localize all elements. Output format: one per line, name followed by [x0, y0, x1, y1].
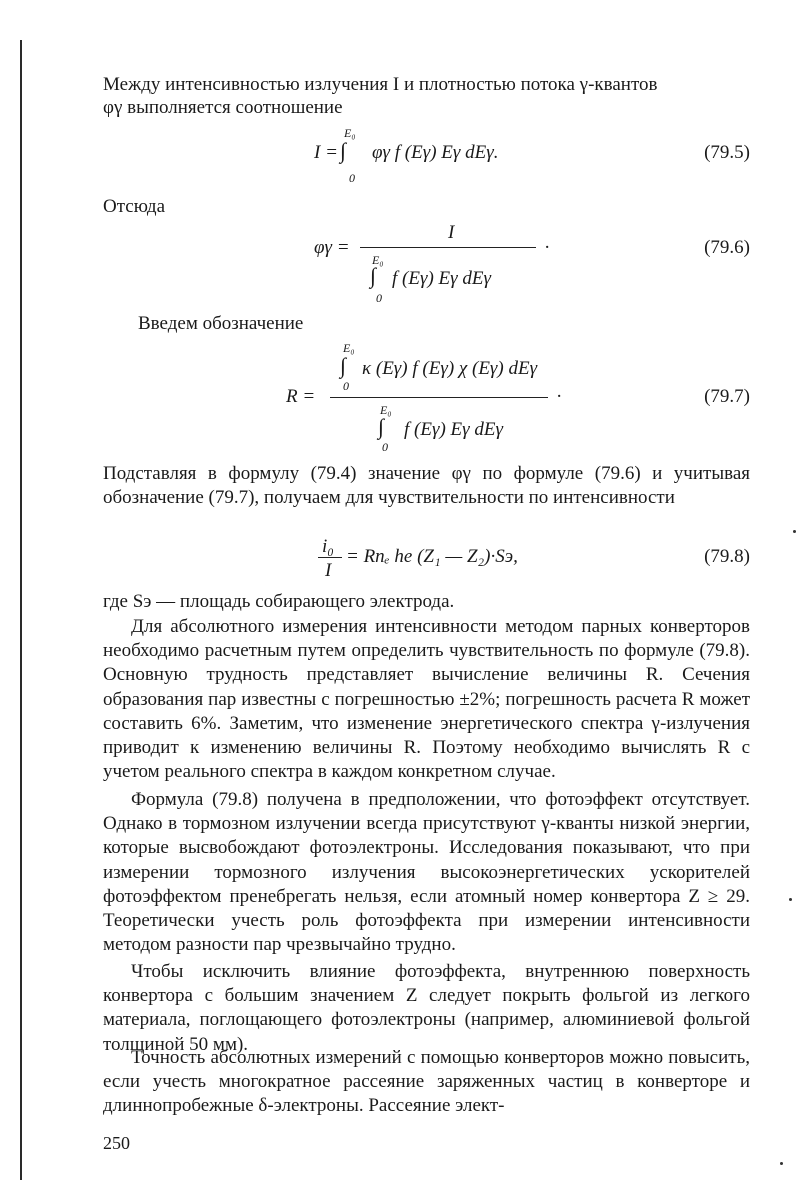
integral-upper-limit: E₀	[343, 341, 355, 355]
vvedem-label: Введем обозначение	[138, 313, 304, 334]
integral-upper-limit: E₀	[380, 403, 392, 417]
fraction-numerator: i₀	[322, 536, 334, 557]
integral-lower-limit: 0	[376, 291, 382, 305]
fraction-denominator: f (Eγ) Eγ dEγ	[392, 268, 491, 289]
equation-lhs: R =	[286, 386, 316, 407]
intro-line-2: φγ выполняется соотношение	[103, 97, 343, 118]
where-line: где Sэ — площадь собирающего электрода.	[103, 591, 455, 612]
integral-sign-icon: ∫	[340, 138, 347, 163]
equation-trail: ·	[544, 237, 551, 258]
equation-number: (79.6)	[704, 237, 750, 258]
equation-trail: ·	[556, 386, 563, 407]
fraction-numerator: κ (Eγ) f (Eγ) χ (Eγ) dEγ	[362, 358, 538, 379]
page-edge-line	[20, 40, 22, 1180]
equation-number: (79.7)	[704, 386, 750, 407]
paragraph-absolute-measurement: Для абсолютного измерения интенсивности методом парных конверторов необходимо расчетным путем определить чувствительность по формуле (79.8). Основную трудность представляет вычисление величины R. Сечения образования пар известны с погрешностью ±2%; погрешность расчета R может составить 6%. Заметим, что изменение энергетического спектра γ-излучения приводит к изменению величины R. Поэтому необходимо вычислять R с учетом реального спектра в каждом конкретном случае.	[103, 616, 750, 783]
integral-upper-limit: E₀	[372, 253, 384, 267]
integral-lower-limit: 0	[343, 379, 349, 393]
integral-upper-limit: E₀	[344, 126, 356, 140]
fraction-bar	[318, 557, 342, 558]
integral-sign-icon: ∫	[378, 414, 385, 439]
paragraph-accuracy: Точность абсолютных измерений с помощью конверторов можно повысить, если учесть многократное рассеяние заряженных частиц в конверторе и длиннопробежные δ-электроны. Рассеяние элект-	[103, 1047, 750, 1117]
otsyuda-label: Отсюда	[103, 196, 166, 217]
paragraph-foil: Чтобы исключить влияние фотоэффекта, внутреннюю поверхность конвертора с большим значением Z следует покрыть фольгой из легкого материала, поглощающего фотоэлектроны (например, алюминиевой фольгой толщиной 50 мм).	[103, 961, 750, 1055]
integral-sign-icon: ∫	[340, 353, 347, 378]
page-number: 250	[103, 1133, 130, 1153]
fraction-denominator: f (Eγ) Eγ dEγ	[404, 419, 503, 440]
integral-lower-limit: 0	[349, 171, 355, 185]
paragraph-substitution: Подставляя в формулу (79.4) значение φγ по формуле (79.6) и учитывая обозначение (79.7), получаем для чувствительности по интенсивности	[103, 463, 750, 509]
intro-line-1: Между интенсивностью излучения I и плотностью потока γ-квантов	[103, 74, 658, 95]
equation-lhs: I =	[314, 142, 338, 163]
paragraph-photoeffect: Формула (79.8) получена в предположении, что фотоэффект отсутствует. Однако в тормозном излучении всегда присутствуют γ-кванты низкой энергии, которые высвобождают фотоэлектроны. Исследования показывают, что при измерении тормозного излучения высокоэнергетических ускорителей фотоэффектом пренебрегать нельзя, если атомный номер конвертора Z ≥ 29. Теоретически учесть роль фотоэффекта при измерении интенсивности методом разности пар чрезвычайно трудно.	[103, 789, 750, 956]
scan-speck	[780, 1162, 783, 1165]
integral-lower-limit: 0	[382, 440, 388, 454]
equation-lhs: φγ =	[314, 237, 350, 258]
scan-speck	[793, 530, 796, 533]
fraction-numerator: I	[448, 222, 455, 243]
equation-number: (79.8)	[704, 546, 750, 567]
equation-number: (79.5)	[704, 142, 750, 163]
integral-sign-icon: ∫	[370, 263, 377, 288]
fraction-bar	[330, 397, 548, 398]
scan-speck	[789, 898, 792, 901]
fraction-denominator: I	[325, 560, 332, 581]
equation-rhs: = Rnₑ he (Z₁ — Z₂)·Sэ,	[346, 546, 518, 567]
fraction-bar	[360, 247, 536, 248]
integrand: φγ f (Eγ) Eγ dEγ.	[372, 142, 499, 163]
